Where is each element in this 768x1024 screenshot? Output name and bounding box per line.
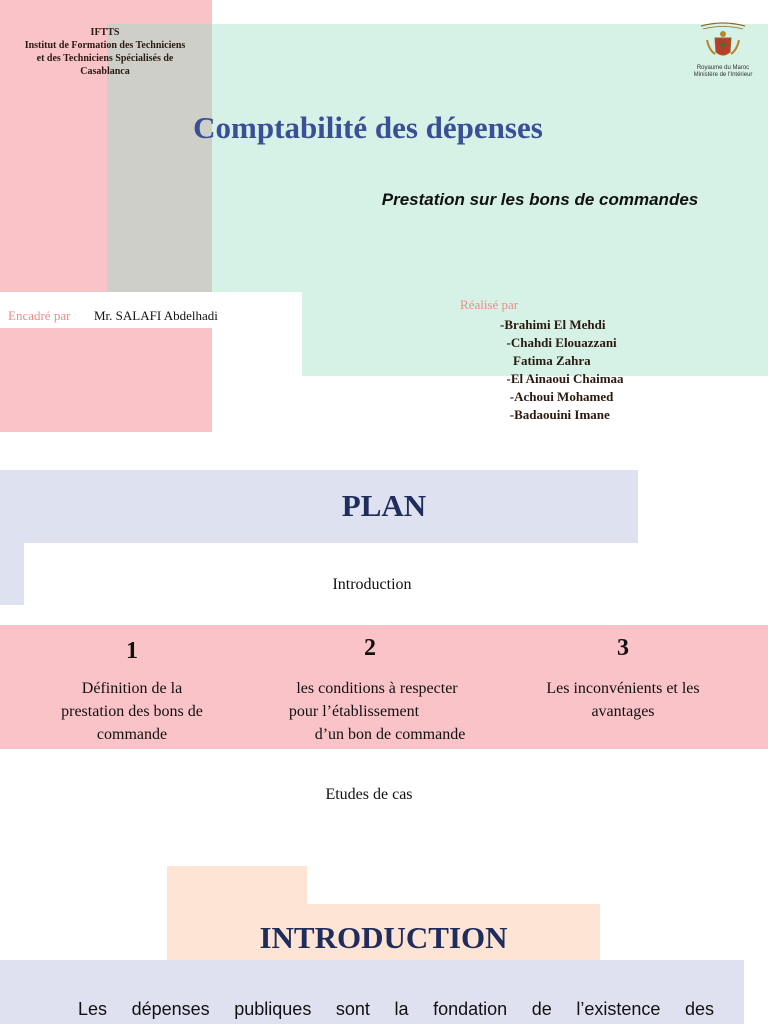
section-number: 3 [617,635,629,661]
author-name: -Brahimi El Mehdi [500,317,606,332]
author-name: -Chahdi Elouazzani [500,335,617,350]
author-name: -Badaouini Imane [500,407,610,422]
pink-lower-bar [0,328,212,432]
section-line: les conditions à respecter [296,680,458,697]
logo-caption: Ministère de l'Intérieur [693,72,753,78]
section-number: 1 [126,638,138,664]
plan-section-1 [32,638,232,746]
logo-caption: Royaume du Maroc [696,65,750,71]
intro-peach-tab [167,866,307,906]
author-name: -El Ainaoui Chaimaa [500,371,624,386]
author-name: Fatima Zahra [500,353,591,368]
section-number: 2 [364,635,376,661]
section-line: commande [96,726,168,743]
section-line: d’un bon de commande [314,726,466,743]
ministry-logo [688,20,758,80]
plan-item-etudes: Etudes de cas [325,786,413,803]
section-line: prestation des bons de [61,703,203,720]
section-line: Définition de la [81,680,183,697]
institut-line: et des Techniciens Spécialisés de [36,53,174,64]
presentation-subtitle: Prestation sur les bons de commandes [381,190,699,209]
section-line: pour l’établissement [288,703,420,720]
crest-icon [693,20,753,60]
section-text [518,677,728,723]
section-text [262,677,492,746]
plan-side-tab [0,543,24,605]
institut-line: Institut de Formation des Techniciens [24,40,186,51]
plan-section-2 [262,635,492,746]
section-line: Les inconvénients et les [546,680,700,697]
institut-line: IFTTS [90,27,120,38]
supervisor-name: Mr. SALAFI Abdelhadi [94,308,218,323]
authors-list [500,316,700,424]
authors-label: Réalisé par [460,297,519,312]
plan-section-3 [518,635,728,723]
section-line: avantages [591,703,655,720]
author-name: -Achoui Mohamed [500,389,614,404]
plan-title: PLAN [341,488,427,523]
introduction-title: INTRODUCTION [259,920,508,955]
section-text [32,677,232,746]
supervisor-label: Encadré par [8,308,71,323]
institut-header [10,26,200,78]
institut-line: Casablanca [80,66,130,77]
plan-item-introduction: Introduction [332,576,412,593]
introduction-body: Les dépenses publiques sont la fondation de l’existence des [78,999,714,1019]
presentation-title: Comptabilité des dépenses [193,110,543,145]
